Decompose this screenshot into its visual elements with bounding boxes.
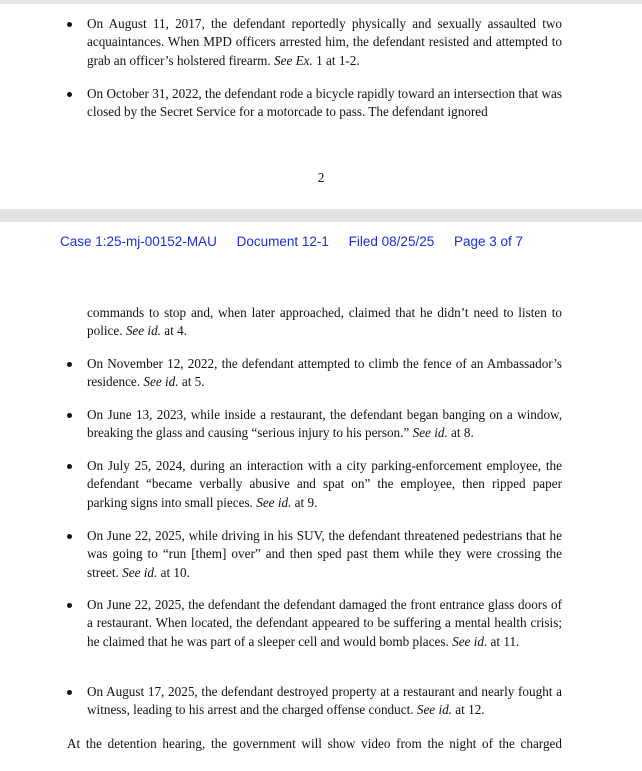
bullet-text: On August 17, 2025, the defendant destroyed property at a restaurant and nearly fought a witness, leading to his arrest and the charged offense conduct. See id. at 12. (87, 684, 562, 718)
document-page-2 (0, 0, 642, 209)
list-item (87, 15, 562, 70)
bullet-icon (67, 464, 72, 469)
bullet-icon (67, 603, 72, 608)
bullet-text: On June 22, 2025, the defendant the defendant damaged the front entrance glass doors of a restaurant. When located, the defendant appeared to be suffering a mental health crisis; he claimed that he was part of a sleeper cell and would bomb places. See id. at 11. (87, 597, 562, 649)
bullet-icon (67, 534, 72, 539)
bullet-text: On August 11, 2017, the defendant reportedly physically and sexually assaulted two acquaintances. When MPD officers arrested him, the defendant resisted and attempted to grab an officer’s holstered firearm. See Ex. 1 at 1-2. (87, 16, 562, 68)
page-separator (0, 209, 642, 222)
bullet-text: On July 25, 2024, during an interaction with a city parking-enforcement employee, the defendant “became verbally abusive and spat on” the employee, then ripped paper parking signs into small pieces. See id. at 9. (87, 458, 562, 510)
bullet-text: On October 31, 2022, the defendant rode a bicycle rapidly toward an intersection that was closed by the Secret Service for a motorcade to pass. The defendant ignored (87, 86, 562, 120)
closing-paragraph: At the detention hearing, the government will show video from the night of the charged (67, 736, 562, 751)
continuation-paragraph: commands to stop and, when later approached, claimed that he didn’t need to listen to police. See id. at 4. (87, 305, 562, 339)
bullet-icon (67, 362, 72, 367)
list-item (87, 457, 562, 512)
case-number: Case 1:25-mj-00152-MAU (60, 234, 217, 249)
filed-date: Filed 08/25/25 (348, 234, 435, 249)
document-number: Document 12-1 (236, 234, 329, 249)
bullet-icon (67, 413, 72, 418)
bullet-text: On November 12, 2022, the defendant attempted to climb the fence of an Ambassador’s residence. See id. at 5. (87, 356, 562, 390)
bullet-icon (67, 690, 72, 695)
list-item (87, 406, 562, 443)
page-number: 2 (317, 170, 325, 185)
list-item (87, 355, 562, 392)
list-item (87, 596, 562, 651)
bullet-text: On June 13, 2023, while inside a restaurant, the defendant began banging on a window, breaking the glass and causing “serious injury to his person.” See id. at 8. (87, 407, 562, 441)
list-item (87, 527, 562, 582)
list-item (87, 85, 562, 122)
case-header (60, 234, 620, 249)
list-item (87, 683, 562, 720)
page-top-edge (0, 0, 642, 4)
page-indicator: Page 3 of 7 (453, 234, 524, 249)
bullet-text: On June 22, 2025, while driving in his SUV, the defendant threatened pedestrians that he was going to “run [them] over” and then sped past them while they were crossing the street. See id. at 10. (87, 528, 562, 580)
bullet-icon (67, 22, 72, 27)
bullet-icon (67, 92, 72, 97)
